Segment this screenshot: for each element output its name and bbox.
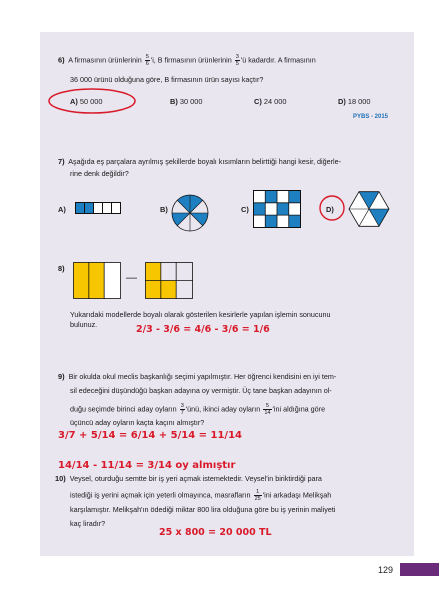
q6-number: 6) [58, 55, 65, 65]
q9-handwritten-step1: 3/7 + 5/14 = 6/14 + 5/14 = 11/14 [58, 430, 242, 441]
page-tab-marker [400, 563, 439, 576]
q10-handwritten-solution: 25 x 800 = 20 000 TL [159, 527, 272, 538]
q8-line2: bulunuz. [70, 320, 98, 329]
q8-operator: — [126, 272, 137, 284]
q9-line4: üçüncü aday oyların kaçta kaçını almıştır? [70, 418, 205, 427]
q7-line1: 7) Aşağıda eş parçalara ayrılmış şekillerde boyalı kısımların belirttiği hangi kesir, diğerle- [58, 157, 342, 166]
q9-handwritten-step2: 14/14 - 11/14 = 3/14 oy almıştır [58, 460, 236, 471]
q9-fraction-2: $\frac{5}{14}$ [264, 403, 271, 416]
q10-fraction-1: $\frac{1}{25}$ [254, 489, 261, 502]
q6-option-a: A) 50 000 [70, 97, 103, 106]
q10-line4: kaç liradır? [70, 519, 106, 528]
q9-fraction-1: $\frac{3}{7}$ [180, 403, 184, 416]
q8-model-1 [73, 262, 121, 299]
q7-figure-b [170, 193, 210, 233]
q9-line2: sil edeceğini düşündüğü başkan adayına oy vermiştir. Üç tane başkan adayının ol- [70, 386, 332, 395]
q7-figure-d [346, 188, 392, 230]
q7-figure-c [253, 190, 301, 228]
q8-line1: Yukarıdaki modellerde boyalı olarak gösterilen kesirlerle yapılan işlemin sonucunu [70, 310, 331, 319]
q8-handwritten-solution: 2/3 - 3/6 = 4/6 - 3/6 = 1/6 [136, 324, 270, 335]
q7-figure-a [75, 202, 121, 214]
q6-line2: 36 000 ürünü olduğuna göre, B firmasının ürün sayısı kaçtır? [70, 75, 264, 84]
q6-text-c: 'ü kadardır. A firmasının [240, 55, 316, 65]
q9-line3: duğu seçimde birinci aday oyların $\frac{3}{7}$ 'ünü, ikinci aday oyların $\frac{5}{14}$ 'ini aldığına göre [70, 403, 326, 416]
q6-text-a: A firmasının ürünlerinin [68, 55, 142, 65]
q6-fraction-1: $\frac{5}{6}$ [145, 54, 149, 67]
q7-option-c-label: C) [241, 205, 249, 214]
q9-number: 9) [58, 372, 65, 381]
q6-option-b: B) 30 000 [170, 97, 203, 106]
q7-option-d-label: D) [326, 205, 334, 214]
q10-number: 10) [55, 474, 66, 483]
page-number: 129 [378, 565, 394, 575]
q6-answer-circle [47, 86, 137, 116]
q10-line3: karşılamıştır. Melikşah'ın ödediği miktar 800 lira olduğuna göre bu iş yerinin maliyeti [70, 505, 336, 514]
q10-line2: istediği iş yerini açmak için yeterli olmayınca, masrafların $\frac{1}{25}$ 'ini arkadaşı Melikşah [70, 489, 332, 502]
q8-number: 8) [58, 264, 65, 273]
q6-fraction-2: $\frac{3}{5}$ [235, 54, 239, 67]
q7-option-b-label: B) [160, 205, 168, 214]
q9-line1: 9) Bir okulda okul meclis başkanlığı seçimi yapılmıştır. Her öğrenci kendisini en iyi tem- [58, 372, 337, 381]
q6-line1 [58, 54, 316, 67]
q8-model-2 [145, 262, 193, 299]
q6-text-b: 'i, B firmasının ürünlerinin [150, 55, 232, 65]
q6-source: PYBS - 2015 [353, 114, 389, 120]
q6-option-c: C) 24 000 [254, 97, 287, 106]
q7-number: 7) [58, 157, 65, 166]
q7-line2: rine denk değildir? [70, 169, 129, 178]
q6-option-d: D) 18 000 [338, 97, 371, 106]
q7-option-a-label: A) [58, 205, 66, 214]
q10-line1: 10) Veysel, oturduğu semtte bir iş yeri açmak istemektedir. Veysel'in biriktirdiği para [55, 474, 322, 483]
